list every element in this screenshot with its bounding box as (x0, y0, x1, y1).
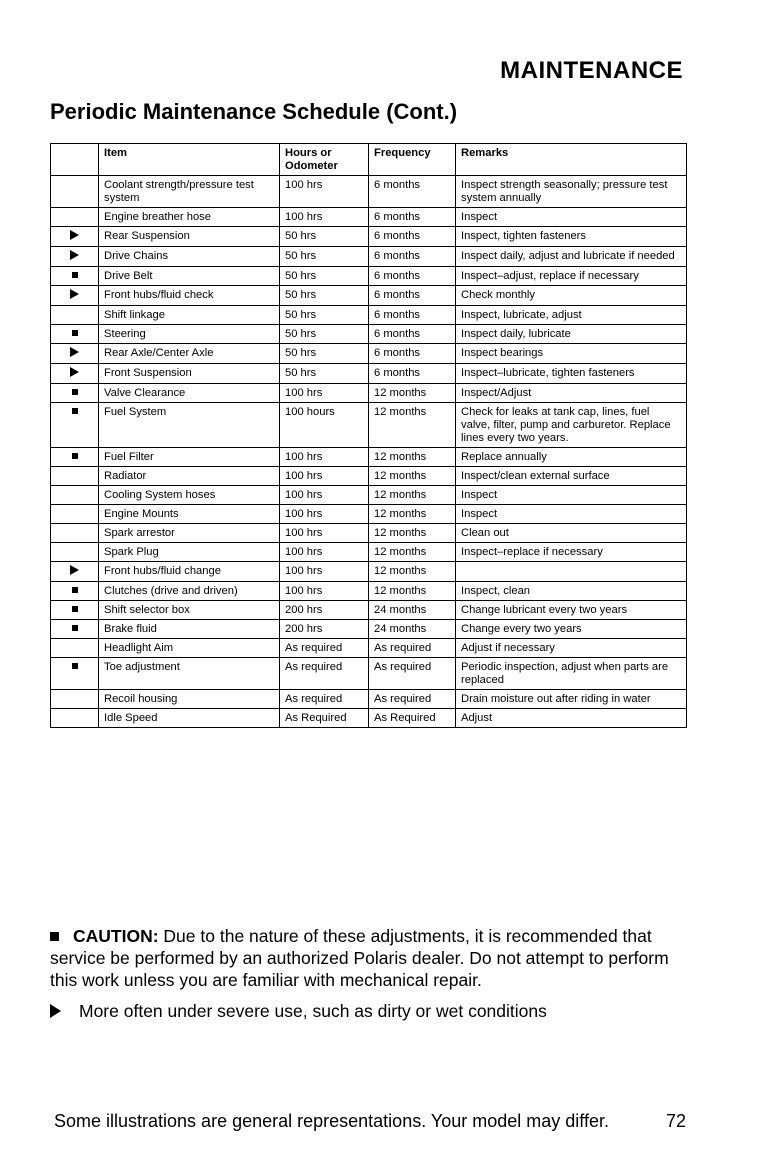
row-symbol (51, 562, 99, 582)
triangle-symbol-icon (70, 367, 79, 377)
row-hours: 50 hrs (280, 325, 369, 344)
row-hours: As required (280, 639, 369, 658)
table-row (51, 325, 687, 344)
table-header-row (51, 144, 687, 176)
row-item: Cooling System hoses (99, 486, 280, 505)
row-remarks: Inspect, tighten fasteners (456, 227, 687, 247)
row-frequency: 6 months (369, 247, 456, 267)
row-frequency: 12 months (369, 467, 456, 486)
row-remarks: Adjust if necessary (456, 639, 687, 658)
row-symbol (51, 176, 99, 208)
row-hours: 100 hours (280, 403, 369, 448)
row-symbol (51, 267, 99, 286)
triangle-symbol-icon (70, 250, 79, 260)
table-row (51, 344, 687, 364)
row-symbol (51, 690, 99, 709)
row-item: Fuel System (99, 403, 280, 448)
table-row (51, 620, 687, 639)
row-remarks: Inspect (456, 486, 687, 505)
row-hours: 100 hrs (280, 486, 369, 505)
row-frequency: 12 months (369, 486, 456, 505)
row-symbol (51, 505, 99, 524)
table-row (51, 690, 687, 709)
table-row (51, 658, 687, 690)
header-hours: Hours or Odometer (280, 144, 369, 176)
triangle-symbol-icon (70, 347, 79, 357)
row-item: Toe adjustment (99, 658, 280, 690)
row-symbol (51, 620, 99, 639)
page-title: Periodic Maintenance Schedule (Cont.) (50, 99, 458, 124)
row-remarks: Replace annually (456, 448, 687, 467)
table-row (51, 208, 687, 227)
row-symbol (51, 448, 99, 467)
table-row (51, 267, 687, 286)
row-symbol (51, 582, 99, 601)
table-row (51, 247, 687, 267)
row-hours: As required (280, 690, 369, 709)
row-frequency: 24 months (369, 620, 456, 639)
row-hours: 100 hrs (280, 208, 369, 227)
caution-label: CAUTION: (73, 926, 159, 946)
row-remarks: Inspect bearings (456, 344, 687, 364)
square-symbol-icon (72, 389, 78, 395)
row-remarks: Inspect, lubricate, adjust (456, 306, 687, 325)
table-row (51, 384, 687, 403)
row-item: Idle Speed (99, 709, 280, 728)
row-frequency: 6 months (369, 306, 456, 325)
row-symbol (51, 227, 99, 247)
row-remarks: Inspect daily, adjust and lubricate if needed (456, 247, 687, 267)
table-row (51, 639, 687, 658)
row-remarks: Inspect/Adjust (456, 384, 687, 403)
row-hours: 100 hrs (280, 562, 369, 582)
section-header: MAINTENANCE (500, 57, 683, 84)
row-hours: 50 hrs (280, 267, 369, 286)
row-hours: 50 hrs (280, 364, 369, 384)
row-item: Brake fluid (99, 620, 280, 639)
row-item: Drive Chains (99, 247, 280, 267)
row-symbol (51, 543, 99, 562)
table-row (51, 709, 687, 728)
row-frequency: 12 months (369, 505, 456, 524)
row-frequency: 12 months (369, 384, 456, 403)
table-row (51, 286, 687, 306)
table-row (51, 505, 687, 524)
row-frequency: 6 months (369, 176, 456, 208)
caution-note (50, 925, 700, 991)
row-symbol (51, 403, 99, 448)
row-hours: As required (280, 658, 369, 690)
square-symbol-icon (72, 330, 78, 336)
row-remarks: Inspect–adjust, replace if necessary (456, 267, 687, 286)
table-row (51, 486, 687, 505)
row-item: Front hubs/fluid change (99, 562, 280, 582)
row-symbol (51, 384, 99, 403)
row-symbol (51, 486, 99, 505)
table-row (51, 448, 687, 467)
header-remarks: Remarks (456, 144, 687, 176)
footer-text: Some illustrations are general representations. Your model may differ. (54, 1111, 609, 1131)
row-remarks: Inspect, clean (456, 582, 687, 601)
triangle-symbol-icon (50, 1004, 61, 1018)
row-remarks: Clean out (456, 524, 687, 543)
header-item: Item (99, 144, 280, 176)
row-remarks: Periodic inspection, adjust when parts are replaced (456, 658, 687, 690)
row-symbol (51, 658, 99, 690)
square-symbol-icon (72, 453, 78, 459)
row-remarks: Inspect strength seasonally; pressure test system annually (456, 176, 687, 208)
row-remarks: Inspect/clean external surface (456, 467, 687, 486)
table-row (51, 227, 687, 247)
row-symbol (51, 208, 99, 227)
row-item: Radiator (99, 467, 280, 486)
square-symbol-icon (72, 272, 78, 278)
table-row (51, 582, 687, 601)
triangle-symbol-icon (70, 289, 79, 299)
row-remarks: Inspect daily, lubricate (456, 325, 687, 344)
table-row (51, 403, 687, 448)
row-frequency: 6 months (369, 227, 456, 247)
row-hours: As Required (280, 709, 369, 728)
row-hours: 100 hrs (280, 524, 369, 543)
row-remarks: Check for leaks at tank cap, lines, fuel valve, filter, pump and carburetor. Replace lines every two years. (456, 403, 687, 448)
table-row (51, 364, 687, 384)
page-number: 72 (665, 1111, 686, 1131)
row-item: Drive Belt (99, 267, 280, 286)
square-symbol-icon (72, 663, 78, 669)
row-remarks: Inspect (456, 505, 687, 524)
row-item: Rear Suspension (99, 227, 280, 247)
row-item: Valve Clearance (99, 384, 280, 403)
triangle-symbol-icon (70, 565, 79, 575)
row-item: Coolant strength/pressure test system (99, 176, 280, 208)
row-frequency: As required (369, 639, 456, 658)
row-remarks: Check monthly (456, 286, 687, 306)
row-frequency: 12 months (369, 562, 456, 582)
row-frequency: 6 months (369, 267, 456, 286)
table-row (51, 176, 687, 208)
row-symbol (51, 364, 99, 384)
row-hours: 50 hrs (280, 344, 369, 364)
row-item: Shift linkage (99, 306, 280, 325)
row-item: Engine breather hose (99, 208, 280, 227)
row-hours: 50 hrs (280, 227, 369, 247)
row-symbol (51, 247, 99, 267)
row-item: Clutches (drive and driven) (99, 582, 280, 601)
row-remarks: Change lubricant every two years (456, 601, 687, 620)
row-item: Rear Axle/Center Axle (99, 344, 280, 364)
row-item: Steering (99, 325, 280, 344)
table-row (51, 601, 687, 620)
row-hours: 100 hrs (280, 543, 369, 562)
header-mark (51, 144, 99, 176)
row-remarks: Change every two years (456, 620, 687, 639)
row-hours: 50 hrs (280, 247, 369, 267)
row-remarks: Inspect–lubricate, tighten fasteners (456, 364, 687, 384)
row-hours: 200 hrs (280, 601, 369, 620)
severe-use-note (50, 1000, 700, 1022)
caution-text: Due to the nature of these adjustments, it is recommended that service be performed by an authorized Polaris dealer. Do not attempt to perform this work unless you are familiar with mechanical repair. (50, 926, 669, 990)
row-item: Fuel Filter (99, 448, 280, 467)
table-row (51, 562, 687, 582)
table-row (51, 306, 687, 325)
row-symbol (51, 639, 99, 658)
severe-use-text: More often under severe use, such as dirty or wet conditions (79, 1001, 547, 1021)
row-hours: 100 hrs (280, 582, 369, 601)
table-row (51, 543, 687, 562)
row-frequency: 12 months (369, 448, 456, 467)
row-frequency: 6 months (369, 325, 456, 344)
row-frequency: 6 months (369, 208, 456, 227)
row-item: Recoil housing (99, 690, 280, 709)
row-frequency: 6 months (369, 286, 456, 306)
row-item: Headlight Aim (99, 639, 280, 658)
row-symbol (51, 286, 99, 306)
row-item: Spark arrestor (99, 524, 280, 543)
row-hours: 200 hrs (280, 620, 369, 639)
row-hours: 100 hrs (280, 384, 369, 403)
row-remarks: Inspect–replace if necessary (456, 543, 687, 562)
row-remarks (456, 562, 687, 582)
square-symbol-icon (72, 625, 78, 631)
row-item: Front Suspension (99, 364, 280, 384)
header-frequency: Frequency (369, 144, 456, 176)
row-item: Front hubs/fluid check (99, 286, 280, 306)
row-frequency: 6 months (369, 364, 456, 384)
square-symbol-icon (72, 408, 78, 414)
maintenance-schedule-table (50, 143, 687, 728)
row-hours: 100 hrs (280, 467, 369, 486)
row-remarks: Drain moisture out after riding in water (456, 690, 687, 709)
triangle-symbol-icon (70, 230, 79, 240)
notes (50, 925, 700, 1022)
row-symbol (51, 325, 99, 344)
row-remarks: Inspect (456, 208, 687, 227)
row-frequency: 12 months (369, 524, 456, 543)
row-frequency: 6 months (369, 344, 456, 364)
row-frequency: 12 months (369, 543, 456, 562)
row-frequency: 24 months (369, 601, 456, 620)
row-symbol (51, 306, 99, 325)
row-frequency: As required (369, 690, 456, 709)
table-body (51, 176, 687, 728)
square-symbol-icon (72, 587, 78, 593)
row-symbol (51, 524, 99, 543)
row-symbol (51, 709, 99, 728)
row-hours: 100 hrs (280, 505, 369, 524)
table-row (51, 524, 687, 543)
row-hours: 100 hrs (280, 448, 369, 467)
row-frequency: 12 months (369, 403, 456, 448)
row-item: Engine Mounts (99, 505, 280, 524)
row-symbol (51, 601, 99, 620)
row-frequency: As Required (369, 709, 456, 728)
row-hours: 50 hrs (280, 286, 369, 306)
row-hours: 50 hrs (280, 306, 369, 325)
table-row (51, 467, 687, 486)
row-item: Spark Plug (99, 543, 280, 562)
row-frequency: 12 months (369, 582, 456, 601)
row-hours: 100 hrs (280, 176, 369, 208)
row-item: Shift selector box (99, 601, 280, 620)
row-remarks: Adjust (456, 709, 687, 728)
square-symbol-icon (72, 606, 78, 612)
square-symbol-icon (50, 932, 59, 941)
row-symbol (51, 467, 99, 486)
row-frequency: As required (369, 658, 456, 690)
row-symbol (51, 344, 99, 364)
